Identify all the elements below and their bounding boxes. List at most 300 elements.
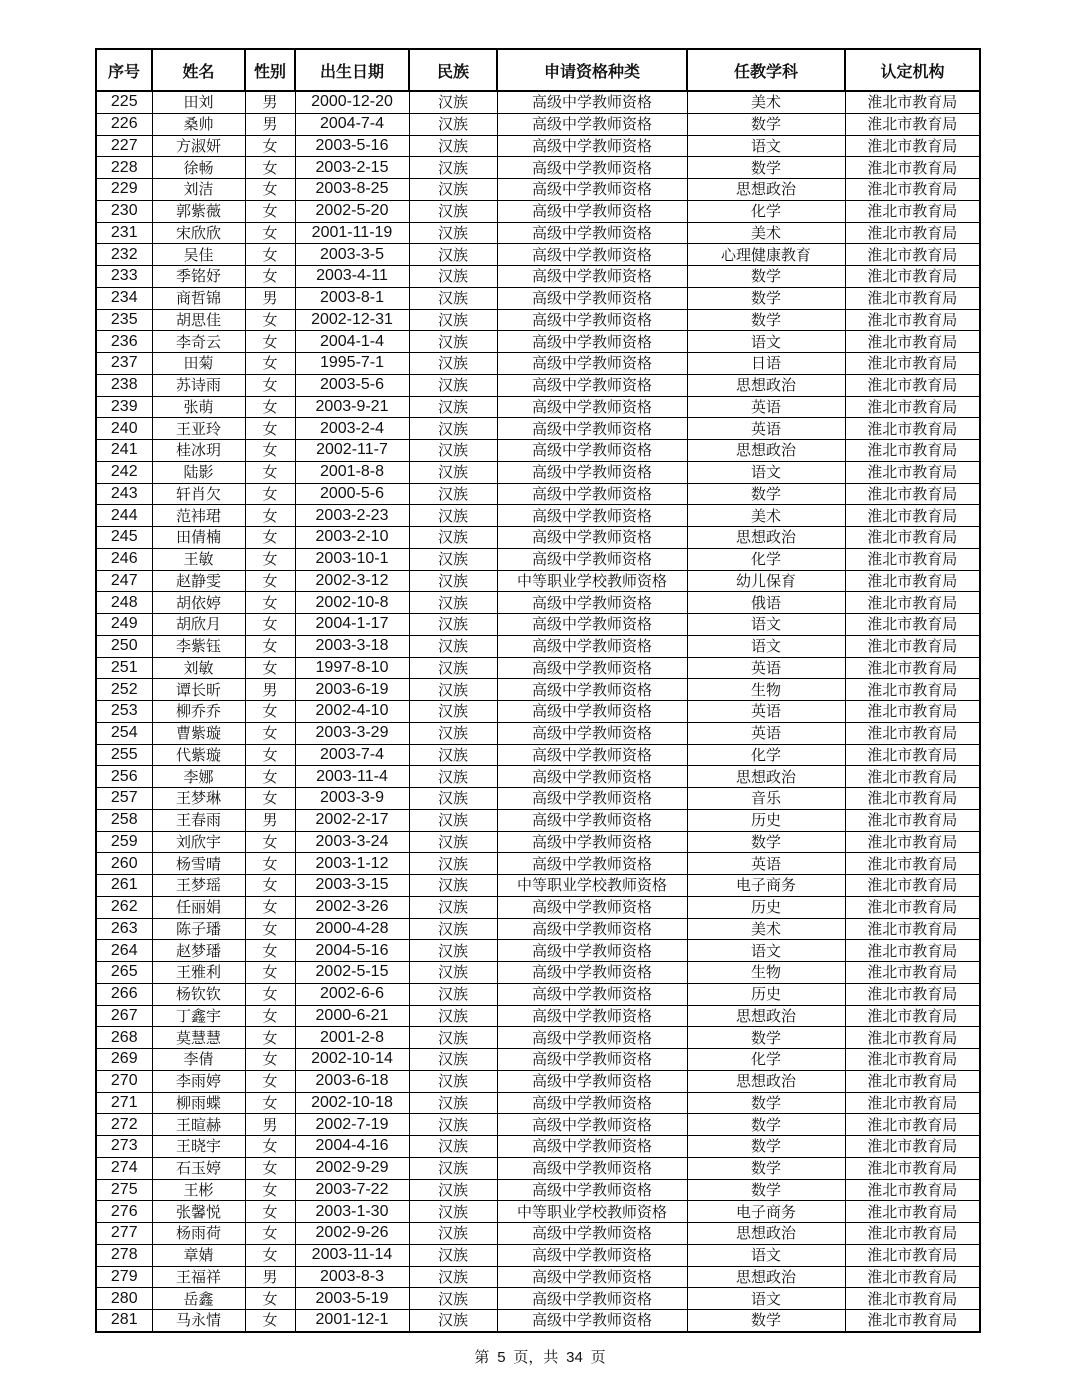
table-row <box>96 157 980 179</box>
subject-cell: 思想政治 <box>687 1005 845 1027</box>
gender-cell: 女 <box>245 200 295 222</box>
authority-cell: 淮北市教育局 <box>845 113 980 135</box>
footer-middle: 页，共 <box>513 1348 559 1366</box>
serial-cell: 266 <box>96 983 152 1005</box>
table-row <box>96 1157 980 1179</box>
ethnicity-cell: 汉族 <box>409 157 497 179</box>
serial-cell: 248 <box>96 592 152 614</box>
name-cell: 吴佳 <box>152 244 245 266</box>
name-cell: 张馨悦 <box>152 1201 245 1223</box>
gender-cell: 女 <box>245 483 295 505</box>
birth-date-cell: 2002-5-20 <box>295 200 409 222</box>
subject-cell: 俄语 <box>687 592 845 614</box>
table-row <box>96 1244 980 1266</box>
gender-cell: 女 <box>245 135 295 157</box>
serial-cell: 225 <box>96 91 152 113</box>
subject-cell: 化学 <box>687 1049 845 1071</box>
qualification-cell: 高级中学教师资格 <box>497 1114 687 1136</box>
serial-cell: 240 <box>96 418 152 440</box>
subject-cell: 语文 <box>687 461 845 483</box>
ethnicity-cell: 汉族 <box>409 788 497 810</box>
ethnicity-cell: 汉族 <box>409 592 497 614</box>
serial-cell: 254 <box>96 722 152 744</box>
name-cell: 代紫璇 <box>152 744 245 766</box>
qualification-cell: 高级中学教师资格 <box>497 657 687 679</box>
authority-cell: 淮北市教育局 <box>845 157 980 179</box>
birth-date-cell: 2001-8-8 <box>295 461 409 483</box>
table-row <box>96 1266 980 1288</box>
name-cell: 桂冰玥 <box>152 440 245 462</box>
serial-cell: 234 <box>96 287 152 309</box>
gender-cell: 女 <box>245 1049 295 1071</box>
ethnicity-cell: 汉族 <box>409 962 497 984</box>
ethnicity-cell: 汉族 <box>409 527 497 549</box>
serial-cell: 247 <box>96 570 152 592</box>
ethnicity-cell: 汉族 <box>409 505 497 527</box>
birth-date-cell: 2000-6-21 <box>295 1005 409 1027</box>
qualification-cell: 高级中学教师资格 <box>497 374 687 396</box>
name-cell: 石玉婷 <box>152 1157 245 1179</box>
gender-cell: 女 <box>245 614 295 636</box>
authority-cell: 淮北市教育局 <box>845 418 980 440</box>
birth-date-cell: 2002-11-7 <box>295 440 409 462</box>
authority-cell: 淮北市教育局 <box>845 875 980 897</box>
ethnicity-cell: 汉族 <box>409 244 497 266</box>
ethnicity-cell: 汉族 <box>409 722 497 744</box>
page-footer <box>0 1346 1080 1367</box>
serial-cell: 269 <box>96 1049 152 1071</box>
qualification-cell: 高级中学教师资格 <box>497 1244 687 1266</box>
table-row <box>96 1049 980 1071</box>
name-cell: 王晓宇 <box>152 1136 245 1158</box>
name-cell: 岳鑫 <box>152 1288 245 1310</box>
serial-cell: 272 <box>96 1114 152 1136</box>
table-row <box>96 918 980 940</box>
subject-cell: 语文 <box>687 635 845 657</box>
table-row <box>96 896 980 918</box>
qualification-cell: 高级中学教师资格 <box>497 222 687 244</box>
qualification-cell: 高级中学教师资格 <box>497 614 687 636</box>
subject-cell: 数学 <box>687 113 845 135</box>
qualification-cell: 高级中学教师资格 <box>497 744 687 766</box>
qualification-cell: 高级中学教师资格 <box>497 1049 687 1071</box>
subject-cell: 思想政治 <box>687 1266 845 1288</box>
gender-cell: 男 <box>245 113 295 135</box>
ethnicity-cell: 汉族 <box>409 548 497 570</box>
gender-cell: 男 <box>245 287 295 309</box>
ethnicity-cell: 汉族 <box>409 461 497 483</box>
header-serial: 序号 <box>96 49 152 91</box>
qualification-cell: 高级中学教师资格 <box>497 1223 687 1245</box>
serial-cell: 274 <box>96 1157 152 1179</box>
subject-cell: 音乐 <box>687 788 845 810</box>
table-row <box>96 418 980 440</box>
qualification-cell: 高级中学教师资格 <box>497 440 687 462</box>
authority-cell: 淮北市教育局 <box>845 896 980 918</box>
ethnicity-cell: 汉族 <box>409 983 497 1005</box>
birth-date-cell: 2003-3-9 <box>295 788 409 810</box>
birth-date-cell: 2003-11-14 <box>295 1244 409 1266</box>
gender-cell: 女 <box>245 527 295 549</box>
subject-cell: 历史 <box>687 809 845 831</box>
qualification-cell: 高级中学教师资格 <box>497 418 687 440</box>
ethnicity-cell: 汉族 <box>409 1114 497 1136</box>
subject-cell: 英语 <box>687 701 845 723</box>
serial-cell: 278 <box>96 1244 152 1266</box>
table-row <box>96 788 980 810</box>
name-cell: 刘洁 <box>152 179 245 201</box>
serial-cell: 267 <box>96 1005 152 1027</box>
name-cell: 田菊 <box>152 353 245 375</box>
birth-date-cell: 2003-10-1 <box>295 548 409 570</box>
gender-cell: 女 <box>245 592 295 614</box>
ethnicity-cell: 汉族 <box>409 1201 497 1223</box>
name-cell: 赵静雯 <box>152 570 245 592</box>
footer-page-number: 5 <box>497 1349 506 1366</box>
table-row <box>96 353 980 375</box>
subject-cell: 数学 <box>687 483 845 505</box>
authority-cell: 淮北市教育局 <box>845 135 980 157</box>
authority-cell: 淮北市教育局 <box>845 1179 980 1201</box>
name-cell: 苏诗雨 <box>152 374 245 396</box>
birth-date-cell: 2004-1-4 <box>295 331 409 353</box>
qualification-cell: 高级中学教师资格 <box>497 157 687 179</box>
serial-cell: 230 <box>96 200 152 222</box>
ethnicity-cell: 汉族 <box>409 1136 497 1158</box>
table-row <box>96 505 980 527</box>
name-cell: 马永情 <box>152 1310 245 1332</box>
gender-cell: 女 <box>245 548 295 570</box>
gender-cell: 女 <box>245 1179 295 1201</box>
qualification-cell: 高级中学教师资格 <box>497 1070 687 1092</box>
birth-date-cell: 2002-10-18 <box>295 1092 409 1114</box>
gender-cell: 女 <box>245 418 295 440</box>
qualification-cell: 高级中学教师资格 <box>497 831 687 853</box>
name-cell: 李娜 <box>152 766 245 788</box>
gender-cell: 女 <box>245 853 295 875</box>
serial-cell: 251 <box>96 657 152 679</box>
qualification-cell: 中等职业学校教师资格 <box>497 1201 687 1223</box>
serial-cell: 233 <box>96 266 152 288</box>
table-row <box>96 635 980 657</box>
gender-cell: 女 <box>245 331 295 353</box>
authority-cell: 淮北市教育局 <box>845 309 980 331</box>
subject-cell: 美术 <box>687 222 845 244</box>
serial-cell: 281 <box>96 1310 152 1332</box>
subject-cell: 英语 <box>687 722 845 744</box>
table-row <box>96 1136 980 1158</box>
authority-cell: 淮北市教育局 <box>845 483 980 505</box>
gender-cell: 女 <box>245 701 295 723</box>
authority-cell: 淮北市教育局 <box>845 244 980 266</box>
table-row <box>96 809 980 831</box>
gender-cell: 女 <box>245 875 295 897</box>
qualification-cell: 高级中学教师资格 <box>497 1005 687 1027</box>
serial-cell: 276 <box>96 1201 152 1223</box>
table-row <box>96 940 980 962</box>
qualification-cell: 高级中学教师资格 <box>497 1092 687 1114</box>
name-cell: 陈子璠 <box>152 918 245 940</box>
table-row <box>96 266 980 288</box>
subject-cell: 数学 <box>687 287 845 309</box>
table-row <box>96 1310 980 1332</box>
gender-cell: 女 <box>245 831 295 853</box>
serial-cell: 250 <box>96 635 152 657</box>
ethnicity-cell: 汉族 <box>409 570 497 592</box>
name-cell: 王春雨 <box>152 809 245 831</box>
subject-cell: 生物 <box>687 962 845 984</box>
subject-cell: 化学 <box>687 744 845 766</box>
birth-date-cell: 2002-5-15 <box>295 962 409 984</box>
birth-date-cell: 2002-7-19 <box>295 1114 409 1136</box>
ethnicity-cell: 汉族 <box>409 135 497 157</box>
serial-cell: 280 <box>96 1288 152 1310</box>
name-cell: 刘欣宇 <box>152 831 245 853</box>
subject-cell: 思想政治 <box>687 374 845 396</box>
name-cell: 李奇云 <box>152 331 245 353</box>
subject-cell: 语文 <box>687 614 845 636</box>
table-row <box>96 1201 980 1223</box>
ethnicity-cell: 汉族 <box>409 657 497 679</box>
header-name: 姓名 <box>152 49 245 91</box>
serial-cell: 241 <box>96 440 152 462</box>
serial-cell: 258 <box>96 809 152 831</box>
birth-date-cell: 2004-5-16 <box>295 940 409 962</box>
ethnicity-cell: 汉族 <box>409 287 497 309</box>
birth-date-cell: 2003-8-25 <box>295 179 409 201</box>
subject-cell: 幼儿保育 <box>687 570 845 592</box>
subject-cell: 数学 <box>687 1027 845 1049</box>
qualification-cell: 中等职业学校教师资格 <box>497 875 687 897</box>
qualification-cell: 高级中学教师资格 <box>497 1027 687 1049</box>
qualification-cell: 高级中学教师资格 <box>497 701 687 723</box>
subject-cell: 思想政治 <box>687 527 845 549</box>
table-row <box>96 1027 980 1049</box>
birth-date-cell: 2003-3-5 <box>295 244 409 266</box>
qualification-cell: 中等职业学校教师资格 <box>497 570 687 592</box>
table-row <box>96 701 980 723</box>
authority-cell: 淮北市教育局 <box>845 1114 980 1136</box>
birth-date-cell: 2002-3-26 <box>295 896 409 918</box>
gender-cell: 女 <box>245 1244 295 1266</box>
birth-date-cell: 2004-7-4 <box>295 113 409 135</box>
table-row <box>96 592 980 614</box>
subject-cell: 思想政治 <box>687 440 845 462</box>
table-row <box>96 91 980 113</box>
serial-cell: 239 <box>96 396 152 418</box>
ethnicity-cell: 汉族 <box>409 91 497 113</box>
gender-cell: 女 <box>245 222 295 244</box>
birth-date-cell: 2003-2-23 <box>295 505 409 527</box>
serial-cell: 243 <box>96 483 152 505</box>
gender-cell: 女 <box>245 353 295 375</box>
birth-date-cell: 2002-9-26 <box>295 1223 409 1245</box>
subject-cell: 美术 <box>687 918 845 940</box>
birth-date-cell: 2003-3-18 <box>295 635 409 657</box>
gender-cell: 女 <box>245 266 295 288</box>
table-row <box>96 983 980 1005</box>
ethnicity-cell: 汉族 <box>409 1288 497 1310</box>
subject-cell: 生物 <box>687 679 845 701</box>
authority-cell: 淮北市教育局 <box>845 548 980 570</box>
qualification-cell: 高级中学教师资格 <box>497 1157 687 1179</box>
ethnicity-cell: 汉族 <box>409 418 497 440</box>
authority-cell: 淮北市教育局 <box>845 701 980 723</box>
table-row <box>96 657 980 679</box>
qualification-cell: 高级中学教师资格 <box>497 353 687 375</box>
authority-cell: 淮北市教育局 <box>845 1070 980 1092</box>
authority-cell: 淮北市教育局 <box>845 983 980 1005</box>
qualification-cell: 高级中学教师资格 <box>497 287 687 309</box>
ethnicity-cell: 汉族 <box>409 1070 497 1092</box>
name-cell: 李倩 <box>152 1049 245 1071</box>
serial-cell: 261 <box>96 875 152 897</box>
header-ethnicity: 民族 <box>409 49 497 91</box>
gender-cell: 女 <box>245 157 295 179</box>
serial-cell: 249 <box>96 614 152 636</box>
serial-cell: 262 <box>96 896 152 918</box>
authority-cell: 淮北市教育局 <box>845 505 980 527</box>
ethnicity-cell: 汉族 <box>409 1223 497 1245</box>
birth-date-cell: 2003-2-10 <box>295 527 409 549</box>
qualification-cell: 高级中学教师资格 <box>497 266 687 288</box>
authority-cell: 淮北市教育局 <box>845 1266 980 1288</box>
name-cell: 王雅利 <box>152 962 245 984</box>
ethnicity-cell: 汉族 <box>409 1049 497 1071</box>
serial-cell: 246 <box>96 548 152 570</box>
subject-cell: 历史 <box>687 983 845 1005</box>
ethnicity-cell: 汉族 <box>409 1027 497 1049</box>
header-birth-date: 出生日期 <box>295 49 409 91</box>
birth-date-cell: 2003-3-29 <box>295 722 409 744</box>
qualification-cell: 高级中学教师资格 <box>497 766 687 788</box>
birth-date-cell: 2001-2-8 <box>295 1027 409 1049</box>
birth-date-cell: 2003-9-21 <box>295 396 409 418</box>
ethnicity-cell: 汉族 <box>409 1244 497 1266</box>
subject-cell: 语文 <box>687 331 845 353</box>
subject-cell: 英语 <box>687 657 845 679</box>
serial-cell: 275 <box>96 1179 152 1201</box>
ethnicity-cell: 汉族 <box>409 396 497 418</box>
name-cell: 季铭妤 <box>152 266 245 288</box>
name-cell: 王福祥 <box>152 1266 245 1288</box>
name-cell: 胡思佳 <box>152 309 245 331</box>
serial-cell: 242 <box>96 461 152 483</box>
birth-date-cell: 2003-1-30 <box>295 1201 409 1223</box>
name-cell: 方淑妍 <box>152 135 245 157</box>
name-cell: 李紫钰 <box>152 635 245 657</box>
name-cell: 郭紫薇 <box>152 200 245 222</box>
ethnicity-cell: 汉族 <box>409 1005 497 1027</box>
authority-cell: 淮北市教育局 <box>845 722 980 744</box>
serial-cell: 229 <box>96 179 152 201</box>
footer-total-pages: 34 <box>566 1349 583 1366</box>
header-subject: 任教学科 <box>687 49 845 91</box>
table-row <box>96 244 980 266</box>
name-cell: 柳雨蝶 <box>152 1092 245 1114</box>
ethnicity-cell: 汉族 <box>409 918 497 940</box>
gender-cell: 女 <box>245 374 295 396</box>
authority-cell: 淮北市教育局 <box>845 1092 980 1114</box>
subject-cell: 数学 <box>687 1179 845 1201</box>
table-row <box>96 483 980 505</box>
birth-date-cell: 2003-6-19 <box>295 679 409 701</box>
footer-prefix: 第 <box>474 1348 490 1366</box>
authority-cell: 淮北市教育局 <box>845 1136 980 1158</box>
gender-cell: 女 <box>245 1288 295 1310</box>
serial-cell: 265 <box>96 962 152 984</box>
subject-cell: 数学 <box>687 157 845 179</box>
qualification-cell: 高级中学教师资格 <box>497 809 687 831</box>
authority-cell: 淮北市教育局 <box>845 570 980 592</box>
qualification-cell: 高级中学教师资格 <box>497 548 687 570</box>
table-row <box>96 548 980 570</box>
gender-cell: 女 <box>245 1201 295 1223</box>
subject-cell: 数学 <box>687 1114 845 1136</box>
ethnicity-cell: 汉族 <box>409 1310 497 1332</box>
authority-cell: 淮北市教育局 <box>845 918 980 940</box>
table-row <box>96 570 980 592</box>
serial-cell: 253 <box>96 701 152 723</box>
table-row <box>96 614 980 636</box>
name-cell: 杨雪晴 <box>152 853 245 875</box>
qualification-cell: 高级中学教师资格 <box>497 853 687 875</box>
table-row <box>96 527 980 549</box>
name-cell: 刘敏 <box>152 657 245 679</box>
table-row <box>96 679 980 701</box>
table-row <box>96 766 980 788</box>
birth-date-cell: 2003-5-19 <box>295 1288 409 1310</box>
gender-cell: 女 <box>245 744 295 766</box>
authority-cell: 淮北市教育局 <box>845 222 980 244</box>
serial-cell: 259 <box>96 831 152 853</box>
birth-date-cell: 2002-9-29 <box>295 1157 409 1179</box>
serial-cell: 270 <box>96 1070 152 1092</box>
serial-cell: 264 <box>96 940 152 962</box>
name-cell: 田倩楠 <box>152 527 245 549</box>
name-cell: 章婧 <box>152 1244 245 1266</box>
ethnicity-cell: 汉族 <box>409 875 497 897</box>
serial-cell: 273 <box>96 1136 152 1158</box>
qualification-cell: 高级中学教师资格 <box>497 962 687 984</box>
gender-cell: 女 <box>245 1310 295 1332</box>
ethnicity-cell: 汉族 <box>409 635 497 657</box>
subject-cell: 美术 <box>687 91 845 113</box>
table-row <box>96 179 980 201</box>
gender-cell: 女 <box>245 983 295 1005</box>
authority-cell: 淮北市教育局 <box>845 1288 980 1310</box>
header-qualification-type: 申请资格种类 <box>497 49 687 91</box>
ethnicity-cell: 汉族 <box>409 266 497 288</box>
subject-cell: 数学 <box>687 266 845 288</box>
gender-cell: 女 <box>245 896 295 918</box>
table-row <box>96 440 980 462</box>
ethnicity-cell: 汉族 <box>409 744 497 766</box>
table-row <box>96 135 980 157</box>
footer-suffix: 页 <box>590 1348 606 1366</box>
serial-cell: 260 <box>96 853 152 875</box>
birth-date-cell: 2001-12-1 <box>295 1310 409 1332</box>
qualification-cell: 高级中学教师资格 <box>497 1288 687 1310</box>
subject-cell: 英语 <box>687 418 845 440</box>
authority-cell: 淮北市教育局 <box>845 374 980 396</box>
name-cell: 曹紫璇 <box>152 722 245 744</box>
gender-cell: 女 <box>245 244 295 266</box>
authority-cell: 淮北市教育局 <box>845 657 980 679</box>
name-cell: 莫慧慧 <box>152 1027 245 1049</box>
serial-cell: 238 <box>96 374 152 396</box>
authority-cell: 淮北市教育局 <box>845 331 980 353</box>
